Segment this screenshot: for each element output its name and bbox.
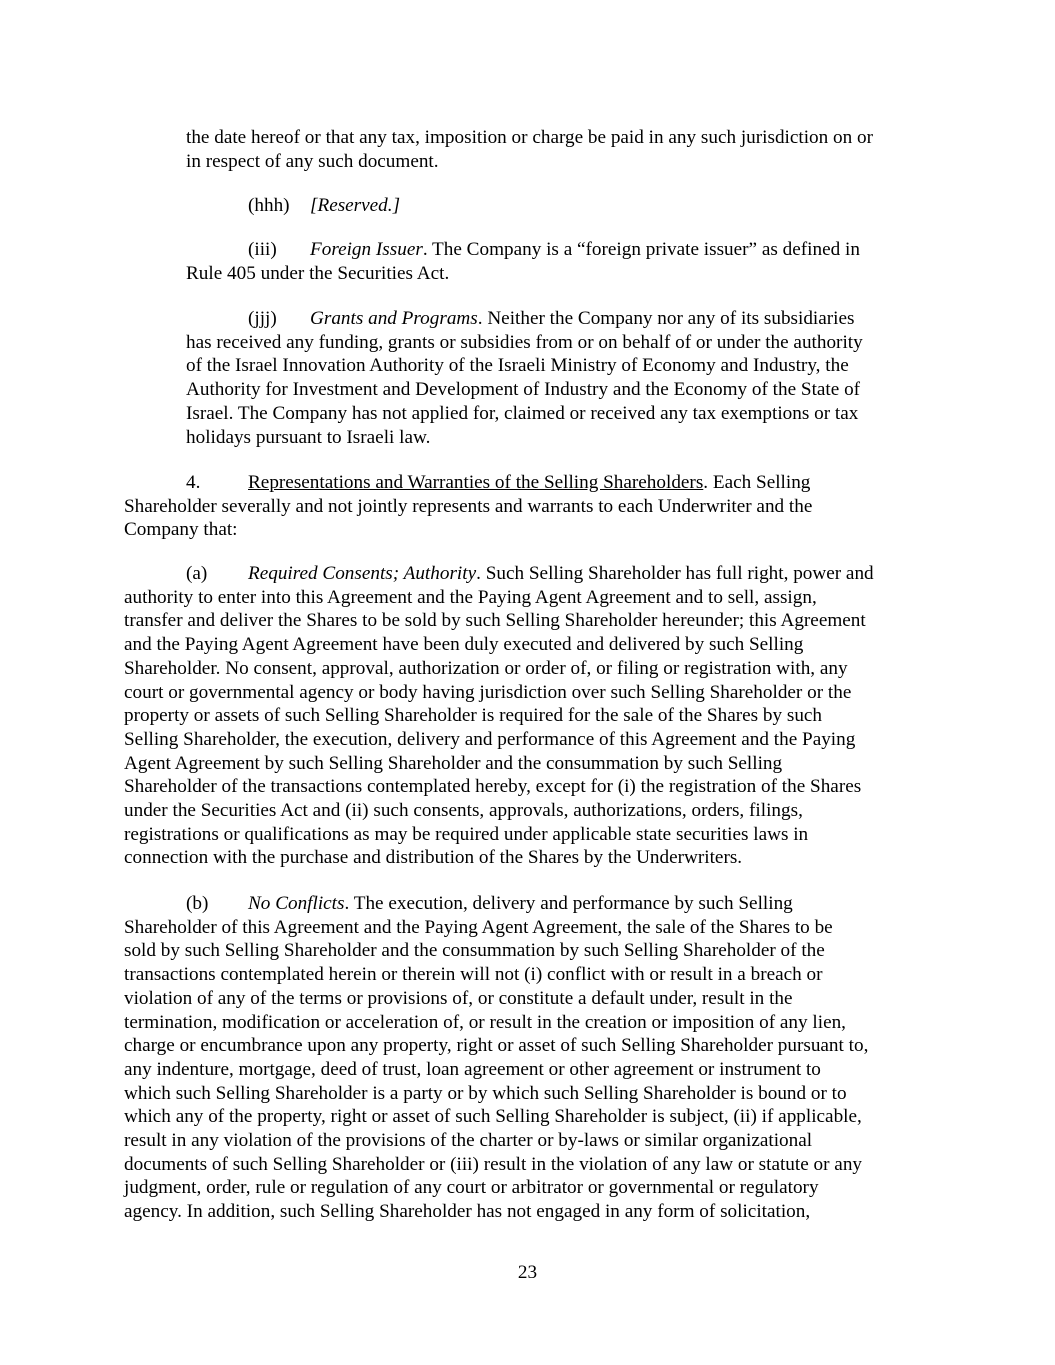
clause-text: . Neither the Company nor any of its subsidiaries [477, 308, 855, 329]
page-number: 23 [517, 1262, 538, 1283]
paragraph-line: Authority for Investment and Development of Industry and the Economy of the State of [186, 379, 861, 401]
clause-iii [186, 238, 860, 285]
section-text: . Each Selling [703, 472, 811, 493]
paragraph-line: any indenture, mortgage, deed of trust, loan agreement or other agreement or instrument to [124, 1058, 821, 1080]
section-4 [124, 471, 812, 542]
paragraph-line: Shareholder severally and not jointly represents and warrants to each Underwriter and the [124, 495, 813, 517]
clause-number: (a) [186, 563, 208, 584]
paragraph-line: agency. In addition, such Selling Shareholder has not engaged in any form of solicitation, [124, 1201, 811, 1223]
paragraph-line: property or assets of such Selling Shareholder is required for the sale of the Shares by such [124, 705, 823, 727]
paragraph-line: violation of any of the terms or provisions of, or constitute a default under, result in the [124, 987, 793, 1009]
paragraph-line: transactions contemplated herein or therein will not (i) conflict with or result in a breach or [124, 964, 823, 986]
paragraph-line: has received any funding, grants or subsidies from or on behalf of or under the authority [186, 331, 863, 353]
paragraph-line: court or governmental agency or body having jurisdiction over such Selling Shareholder or the [124, 681, 852, 703]
paragraph-line: holidays pursuant to Israeli law. [186, 426, 431, 448]
paragraph-line: which such Selling Shareholder is a party or by which such Selling Shareholder is bound or to [124, 1082, 847, 1104]
paragraph-line: authority to enter into this Agreement and the Paying Agent Agreement and to sell, assign, [124, 586, 817, 608]
paragraph-line: registrations or qualifications as may be required under applicable state securities laws in [124, 823, 809, 845]
paragraph-line: in respect of any such document. [186, 150, 439, 172]
clause-text: . The Company is a “foreign private issuer” as defined in [422, 239, 860, 260]
paragraph-line: of the Israel Innovation Authority of the Israeli Ministry of Economy and Industry, the [186, 355, 849, 377]
clause-number: (jjj) [248, 308, 277, 329]
paragraph-line: transfer and deliver the Shares to be sold by such Selling Shareholder hereunder; this Agreement [124, 610, 866, 632]
paragraph-line: Rule 405 under the Securities Act. [186, 262, 450, 284]
continuation-paragraph [186, 126, 873, 173]
clause-a [124, 562, 874, 870]
paragraph-line: documents of such Selling Shareholder or (iii) result in the violation of any law or statute or any [124, 1153, 863, 1175]
paragraph-line: Shareholder of the transactions contemplated hereby, except for (i) the registration of the Shares [124, 776, 862, 798]
paragraph-line: Israel. The Company has not applied for, claimed or received any tax exemptions or tax [186, 402, 859, 424]
paragraph-line: connection with the purchase and distribution of the Shares by the Underwriters. [124, 847, 743, 869]
paragraph-line: charge or encumbrance upon any property, right or asset of such Selling Shareholder pursuant to, [124, 1035, 869, 1057]
clause-text: . Such Selling Shareholder has full right, power and [476, 563, 874, 584]
clause-heading: [Reserved.] [310, 195, 401, 216]
clause-number: (iii) [248, 239, 277, 260]
clause-hhh [248, 194, 400, 218]
paragraph-line: Shareholder of this Agreement and the Paying Agent Agreement, the sale of the Shares to be [124, 916, 833, 938]
paragraph-line: Selling Shareholder, the execution, delivery and performance of this Agreement and the Paying [124, 728, 856, 750]
clause-number: (hhh) [248, 195, 290, 216]
clause-b [124, 892, 868, 1224]
clause-heading: Grants and Programs [310, 308, 478, 329]
paragraph-line: judgment, order, rule or regulation of any court or arbitrator or governmental or regulatory [124, 1177, 819, 1199]
clause-jjj [186, 307, 863, 449]
clause-number: (b) [186, 893, 209, 914]
paragraph-line: Company that: [124, 519, 238, 541]
paragraph-line: which any of the property, right or asset of such Selling Shareholder is subject, (ii) if applicable, [124, 1106, 862, 1128]
clause-heading: Foreign Issuer [310, 239, 423, 260]
clause-heading: Required Consents; Authority [248, 563, 477, 584]
paragraph-line: Agent Agreement by such Selling Shareholder and the consummation by such Selling [124, 752, 783, 774]
paragraph-line: and the Paying Agent Agreement have been duly executed and delivered by such Selling [124, 634, 804, 656]
paragraph-line: under the Securities Act and (ii) such consents, approvals, authorizations, orders, filings, [124, 800, 803, 822]
paragraph-line: termination, modification or acceleration of, or result in the creation or imposition of any lien, [124, 1011, 846, 1033]
paragraph-line: sold by such Selling Shareholder and the consummation by such Selling Shareholder of the [124, 940, 825, 962]
paragraph-line: result in any violation of the provisions of the charter or by-laws or similar organizational [124, 1130, 813, 1152]
section-number: 4. [186, 472, 201, 493]
clause-heading: No Conflicts [248, 893, 345, 914]
clause-text: . The execution, delivery and performance by such Selling [344, 893, 793, 914]
paragraph-line: the date hereof or that any tax, imposition or charge be paid in any such jurisdiction on or [186, 127, 874, 148]
section-heading: Representations and Warranties of the Selling Shareholders [248, 472, 704, 493]
paragraph-line: Shareholder. No consent, approval, authorization or order of, or filing or registration with, any [124, 657, 848, 679]
